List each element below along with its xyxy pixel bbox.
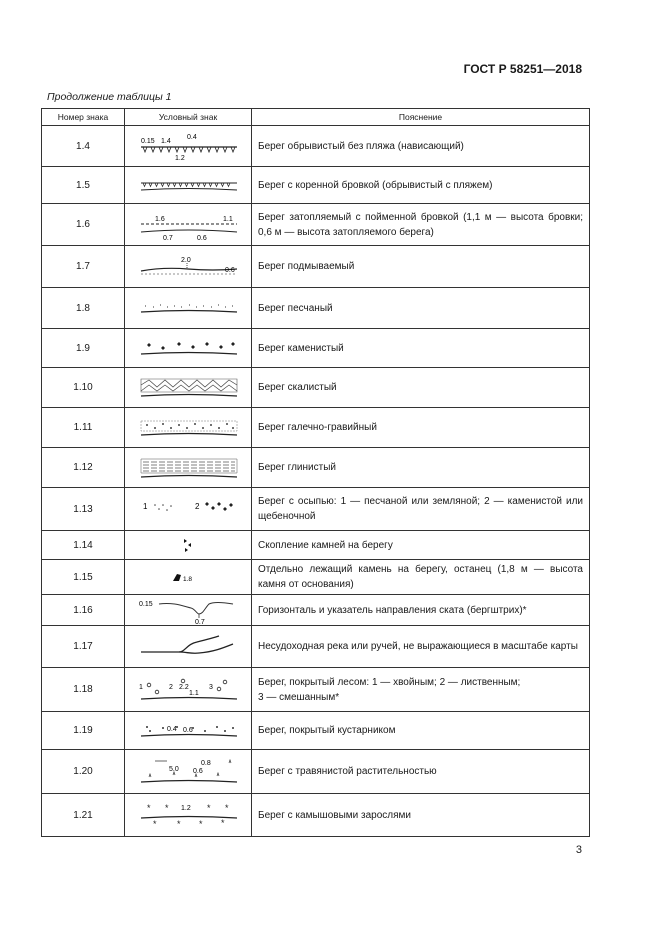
table-row — [42, 204, 590, 246]
sign-number: 1.15 — [42, 560, 125, 595]
table-header-row — [42, 109, 590, 126]
stone-cluster-icon — [173, 534, 203, 556]
symbol-label: 0.6 — [193, 767, 203, 775]
table-row — [42, 329, 590, 368]
sign-explanation: Берег затопляемый с пойменной бровкой (1,1 м — высота бровки; 0,6 м — высота затопляемого берега) — [252, 204, 590, 246]
standard-designation: ГОСТ Р 58251—2018 — [463, 62, 582, 76]
sign-symbol — [125, 794, 252, 837]
sign-symbol — [125, 246, 252, 288]
symbol-label: 0.6 — [183, 726, 193, 734]
shrub-bank-icon — [133, 718, 243, 744]
scree-bank-icon — [133, 496, 243, 522]
sign-symbol — [125, 126, 252, 167]
svg-text:*: * — [199, 819, 203, 829]
sign-symbol — [125, 368, 252, 408]
symbol-label: 0.15 — [141, 138, 155, 145]
symbol-label: 0.4 — [187, 134, 197, 141]
table-row — [42, 448, 590, 488]
explanation-line: 3 — смешанным* — [258, 691, 340, 703]
symbol-label: 1 — [139, 683, 143, 691]
sign-symbol — [125, 488, 252, 531]
contour-line-icon — [133, 596, 243, 624]
sign-symbol — [125, 668, 252, 712]
sign-number: 1.21 — [42, 794, 125, 837]
sign-number: 1.14 — [42, 531, 125, 560]
sign-explanation: Берег песчаный — [252, 288, 590, 329]
table-row — [42, 595, 590, 626]
floodplain-bank-icon — [133, 210, 243, 240]
table-row — [42, 750, 590, 794]
explanation-line: Берег, покрытый лесом: 1 — хвойным; 2 — лиственным; — [258, 676, 521, 688]
sign-explanation: Берег обрывистый без пляжа (нависающий) — [252, 126, 590, 167]
table-row — [42, 368, 590, 408]
sign-number: 1.12 — [42, 448, 125, 488]
symbol-label: 1.4 — [161, 138, 171, 145]
table-row — [42, 488, 590, 531]
sign-number: 1.8 — [42, 288, 125, 329]
sign-number: 1.18 — [42, 668, 125, 712]
sign-explanation: Берег скалистый — [252, 368, 590, 408]
forested-bank-icon — [133, 675, 243, 705]
svg-text:*: * — [221, 818, 225, 828]
sign-symbol — [125, 595, 252, 626]
sign-number: 1.7 — [42, 246, 125, 288]
sign-explanation: Берег с осыпью: 1 — песчаной или земляной; 2 — каменистой или щебеночной — [252, 488, 590, 531]
bedrock-edge-bank-icon — [133, 175, 243, 195]
column-header-symbol: Условный знак — [125, 109, 252, 126]
table-row — [42, 794, 590, 837]
svg-text:*: * — [165, 803, 169, 813]
symbol-label: 1.6 — [155, 215, 165, 223]
grassy-bank-icon — [133, 755, 243, 789]
sign-explanation: Берег, покрытый кустарником — [252, 712, 590, 750]
sign-number: 1.13 — [42, 488, 125, 531]
sign-symbol — [125, 626, 252, 668]
symbol-label: 0.7 — [195, 619, 205, 624]
table-row — [42, 167, 590, 204]
symbol-label: 0.4 — [167, 725, 177, 733]
symbol-label: 1 — [143, 502, 148, 511]
symbol-label: 0.6 — [197, 234, 207, 240]
sign-symbol — [125, 288, 252, 329]
pebble-gravel-bank-icon — [133, 416, 243, 440]
sign-explanation — [252, 668, 590, 712]
sign-explanation: Берег с коренной бровкой (обрывистый с пляжем) — [252, 167, 590, 204]
svg-text:*: * — [147, 803, 151, 813]
table-row — [42, 712, 590, 750]
sign-explanation: Берег каменистый — [252, 329, 590, 368]
table-row — [42, 668, 590, 712]
stony-bank-icon — [133, 337, 243, 359]
sign-symbol — [125, 560, 252, 595]
sign-number: 1.4 — [42, 126, 125, 167]
sign-explanation: Берег галечно-гравийный — [252, 408, 590, 448]
sign-symbol — [125, 531, 252, 560]
rocky-bank-icon — [133, 375, 243, 401]
steep-bank-no-beach-icon — [133, 131, 243, 161]
svg-text:*: * — [225, 803, 229, 813]
symbol-label: 1.8 — [183, 576, 193, 583]
svg-text:*: * — [153, 819, 157, 829]
sign-explanation: Скопление камней на берегу — [252, 531, 590, 560]
page-number: 3 — [575, 844, 582, 856]
svg-text:*: * — [177, 819, 181, 829]
symbol-label: 3 — [209, 683, 213, 691]
sign-number: 1.11 — [42, 408, 125, 448]
sign-number: 1.9 — [42, 329, 125, 368]
sign-number: 1.19 — [42, 712, 125, 750]
reed-bank-icon — [133, 799, 243, 831]
sign-explanation: Берег глинистый — [252, 448, 590, 488]
table-row — [42, 288, 590, 329]
eroded-bank-icon — [133, 253, 243, 281]
column-header-explanation: Пояснение — [252, 109, 590, 126]
symbol-label: 0.7 — [163, 234, 173, 240]
sandy-bank-icon — [133, 298, 243, 318]
sign-symbol — [125, 712, 252, 750]
sign-explanation: Горизонталь и указатель направления ската (бергштрих)* — [252, 595, 590, 626]
symbol-label: 0.8 — [201, 759, 211, 767]
symbol-label: 2 — [195, 502, 200, 511]
column-header-number: Номер знака — [42, 109, 125, 126]
symbol-label: 1.1 — [223, 215, 233, 223]
symbol-label: 0.6 — [225, 266, 235, 274]
sign-number: 1.6 — [42, 204, 125, 246]
sign-symbol — [125, 204, 252, 246]
symbol-label: 5.0 — [169, 765, 179, 773]
sign-explanation: Берег подмываемый — [252, 246, 590, 288]
table-row — [42, 626, 590, 668]
table-row — [42, 126, 590, 167]
table-row — [42, 246, 590, 288]
sign-number: 1.10 — [42, 368, 125, 408]
table-row — [42, 408, 590, 448]
table-caption: Продолжение таблицы 1 — [47, 91, 172, 103]
sign-explanation: Берег с камышовыми зарослями — [252, 794, 590, 837]
sign-number: 1.17 — [42, 626, 125, 668]
sign-explanation: Берег с травянистой растительностью — [252, 750, 590, 794]
symbols-table — [41, 108, 590, 837]
sign-symbol — [125, 408, 252, 448]
sign-symbol — [125, 448, 252, 488]
symbol-label: 1.2 — [181, 805, 191, 812]
stream-icon — [133, 632, 243, 662]
sign-number: 1.5 — [42, 167, 125, 204]
symbol-label: 1.2 — [175, 155, 185, 161]
sign-number: 1.16 — [42, 595, 125, 626]
sign-symbol — [125, 329, 252, 368]
sign-symbol — [125, 167, 252, 204]
sign-symbol — [125, 750, 252, 794]
svg-text:*: * — [207, 803, 211, 813]
symbol-label: 2.0 — [181, 256, 191, 264]
sign-explanation: Несудоходная река или ручей, не выражающиеся в масштабе карты — [252, 626, 590, 668]
table-row — [42, 560, 590, 595]
symbol-label: 2 — [169, 683, 173, 691]
symbol-label: 2.2 — [179, 683, 189, 691]
single-stone-icon — [163, 566, 213, 588]
sign-number: 1.20 — [42, 750, 125, 794]
clay-bank-icon — [133, 455, 243, 481]
sign-explanation: Отдельно лежащий камень на берегу, останец (1,8 м — высота камня от основания) — [252, 560, 590, 595]
symbol-label: 0.15 — [139, 601, 153, 608]
symbol-label: 1.1 — [189, 689, 199, 697]
table-row — [42, 531, 590, 560]
